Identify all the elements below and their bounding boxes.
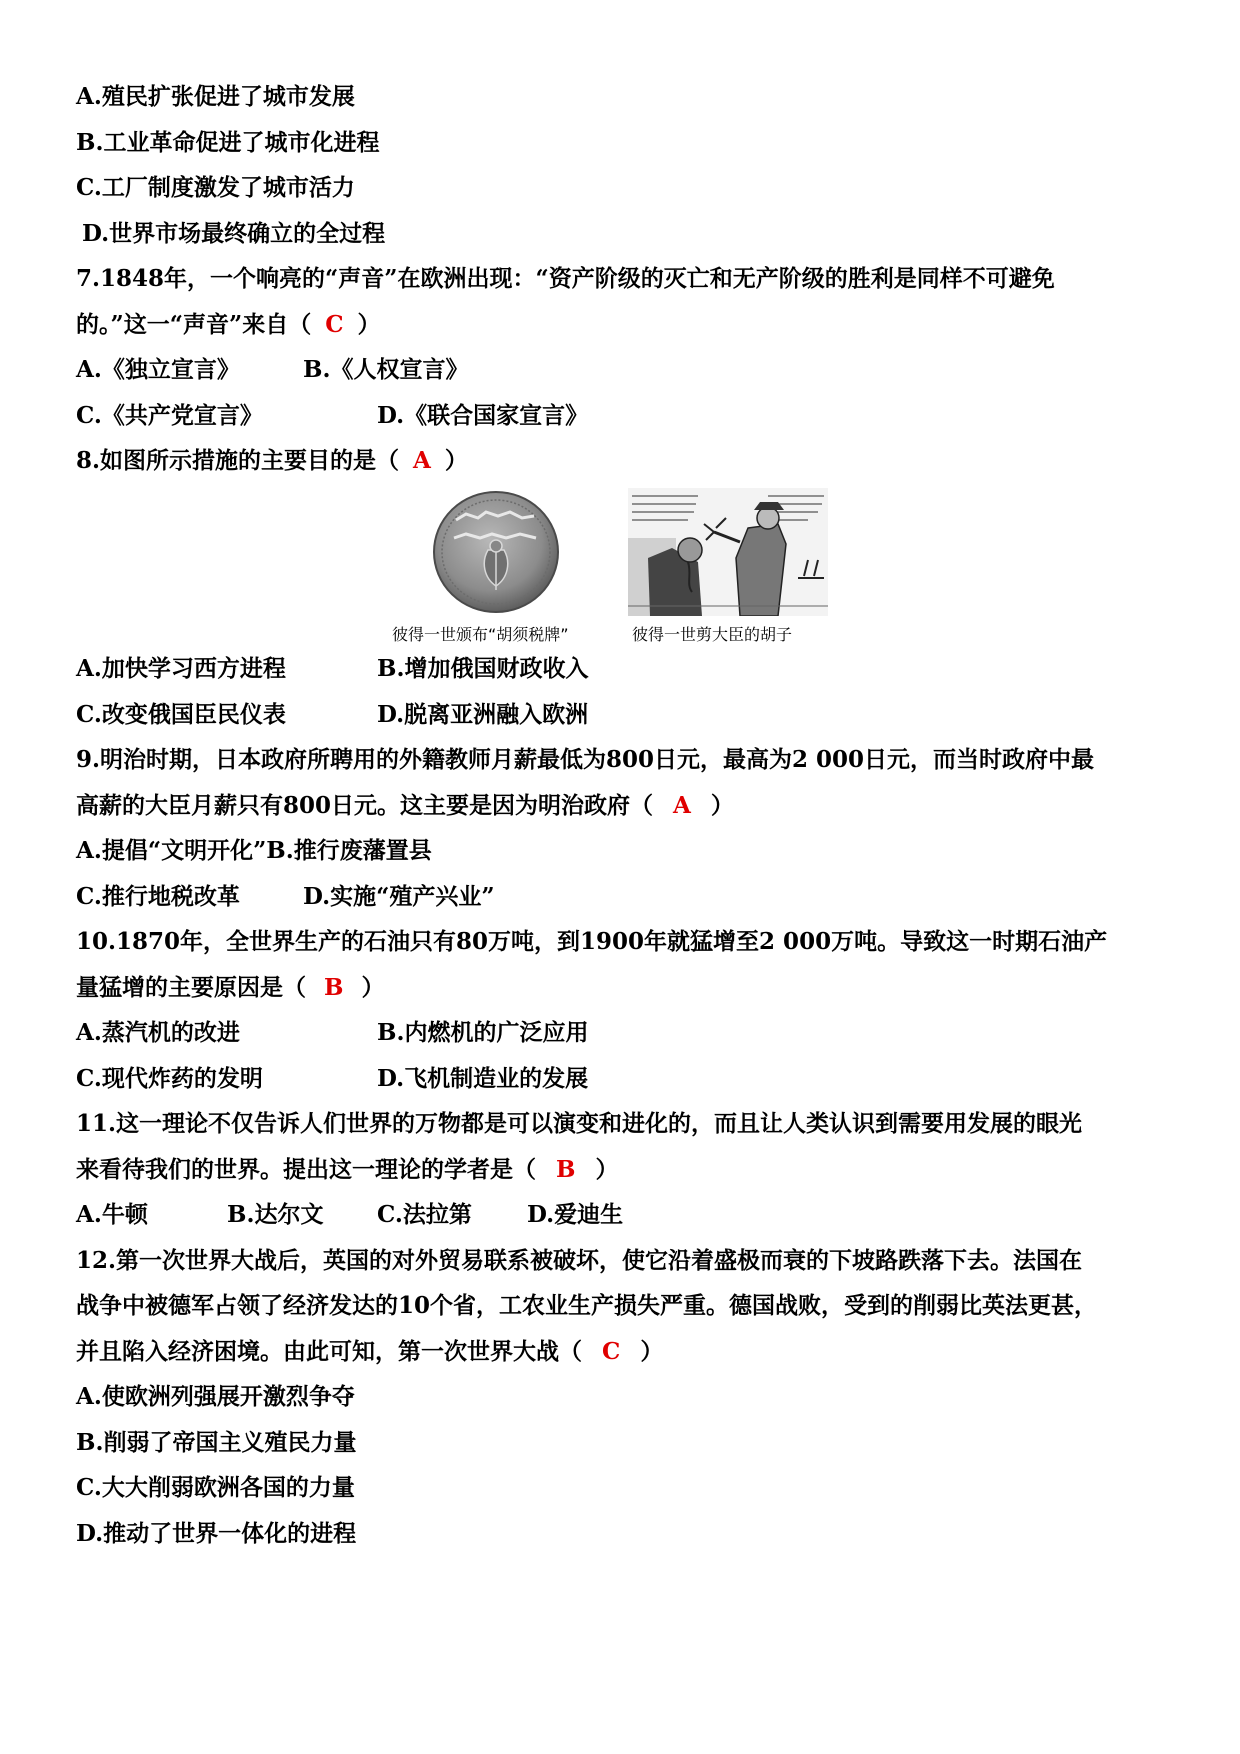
q9-stem-line1: 9.明治时期，日本政府所聘用的外籍教师月薪最低为800日元，最高为2 000日元，而当时政府中最 xyxy=(76,746,1095,773)
q6-option-c: C.工厂制度激发了城市活力 xyxy=(76,174,355,201)
q7-option-a: A.《独立宣言》 xyxy=(76,356,240,383)
q9-option-d: D.实施“殖产兴业” xyxy=(303,883,495,910)
q10-stem-line2 xyxy=(76,973,384,1003)
q8-stem xyxy=(76,446,468,476)
q7-stem-line2 xyxy=(76,310,381,340)
q10-options-row2 xyxy=(76,1064,589,1094)
figure-caption-right: 彼得一世剪大臣的胡子 xyxy=(632,625,793,644)
q10-paren-close: ） xyxy=(361,974,385,1001)
q9-options-row1: A.提倡“文明开化”B.推行废藩置县 xyxy=(76,837,432,864)
q12-answer: C xyxy=(602,1338,621,1365)
q12-paren-close: ） xyxy=(640,1338,664,1365)
q9-paren-close: ） xyxy=(710,792,734,819)
q12-option-a: A.使欧洲列强展开激烈争夺 xyxy=(76,1383,355,1410)
q8-stem-text: 8.如图所示措施的主要目的是（ xyxy=(76,447,400,474)
q7-stem-line1: 7.1848年，一个响亮的“声音”在欧洲出现：“资产阶级的灭亡和无产阶级的胜利是同样不可避免 xyxy=(76,265,1055,292)
q8-figure xyxy=(392,488,840,646)
q12-stem-line3 xyxy=(76,1337,663,1367)
q9-answer: A xyxy=(673,792,691,819)
q11-stem-text: 来看待我们的世界。提出这一理论的学者是（ xyxy=(76,1156,536,1183)
q10-options-row1 xyxy=(76,1018,589,1048)
figure-caption-left: 彼得一世颁布“胡须税牌” xyxy=(392,625,569,644)
q7-options-row1 xyxy=(76,355,469,385)
q7-option-c: C.《共产党宣言》 xyxy=(76,402,263,429)
q11-stem-line2 xyxy=(76,1155,618,1185)
q8-option-c: C.改变俄国臣民仪表 xyxy=(76,701,286,728)
q8-options-row1 xyxy=(76,654,589,684)
q12-option-c: C.大大削弱欧洲各国的力量 xyxy=(76,1474,355,1501)
q10-option-a: A.蒸汽机的改进 xyxy=(76,1019,240,1046)
q11-paren-close: ） xyxy=(595,1156,619,1183)
q11-options-row xyxy=(76,1200,624,1230)
q6-option-b: B.工业革命促进了城市化进程 xyxy=(76,129,380,156)
q10-option-d: D.飞机制造业的发展 xyxy=(377,1065,589,1092)
q10-stem-line1: 10.1870年，全世界生产的石油只有80万吨，到1900年就猛增至2 000万吨。导致这一时期石油产 xyxy=(76,928,1108,955)
q8-option-d: D.脱离亚洲融入欧洲 xyxy=(377,701,589,728)
q9-option-c: C.推行地税改革 xyxy=(76,883,240,910)
beard-tax-token-image xyxy=(426,490,566,614)
q8-options-row2 xyxy=(76,700,589,730)
q6-option-d: D.世界市场最终确立的全过程 xyxy=(82,220,386,247)
q7-options-row2 xyxy=(76,401,589,431)
beard-cutting-woodcut-image xyxy=(628,488,828,616)
q11-option-a: A.牛顿 xyxy=(76,1201,148,1228)
q11-option-b: B.达尔文 xyxy=(227,1201,324,1228)
q11-option-c: C.法拉第 xyxy=(377,1201,472,1228)
q7-stem-text: 的。”这一“声音”来自（ xyxy=(76,311,312,338)
q10-stem-text: 量猛增的主要原因是（ xyxy=(76,974,306,1001)
q10-option-b: B.内燃机的广泛应用 xyxy=(377,1019,589,1046)
q8-answer: A xyxy=(413,447,431,474)
q9-options-row2 xyxy=(76,882,495,912)
q10-answer: B xyxy=(324,974,344,1001)
q7-option-b: B.《人权宣言》 xyxy=(303,356,469,383)
q11-option-d: D.爱迪生 xyxy=(527,1201,624,1228)
q11-answer: B xyxy=(556,1156,576,1183)
q8-option-a: A.加快学习西方进程 xyxy=(76,655,286,682)
q7-paren-close: ） xyxy=(357,311,381,338)
q12-option-b: B.削弱了帝国主义殖民力量 xyxy=(76,1429,357,1456)
q6-option-a: A.殖民扩张促进了城市发展 xyxy=(76,83,355,110)
q7-option-d: D.《联合国家宣言》 xyxy=(377,402,589,429)
q12-stem-text: 并且陷入经济困境。由此可知，第一次世界大战（ xyxy=(76,1338,582,1365)
q7-answer: C xyxy=(325,311,344,338)
q8-paren-close: ） xyxy=(444,447,468,474)
q11-stem-line1: 11.这一理论不仅告诉人们世界的万物都是可以演变和进化的，而且让人类认识到需要用发展的眼光 xyxy=(76,1110,1083,1137)
q10-option-c: C.现代炸药的发明 xyxy=(76,1065,263,1092)
q9-stem-text: 高薪的大臣月薪只有800日元。这主要是因为明治政府（ xyxy=(76,792,654,819)
q12-stem-line1: 12.第一次世界大战后，英国的对外贸易联系被破坏，使它沿着盛极而衰的下坡路跌落下去。法国在 xyxy=(76,1247,1083,1274)
q9-stem-line2 xyxy=(76,791,734,821)
q12-option-d: D.推动了世界一体化的进程 xyxy=(76,1520,357,1547)
q8-option-b: B.增加俄国财政收入 xyxy=(377,655,589,682)
q12-stem-line2: 战争中被德军占领了经济发达的10个省，工农业生产损失严重。德国战败，受到的削弱比英法更甚， xyxy=(76,1292,1098,1319)
